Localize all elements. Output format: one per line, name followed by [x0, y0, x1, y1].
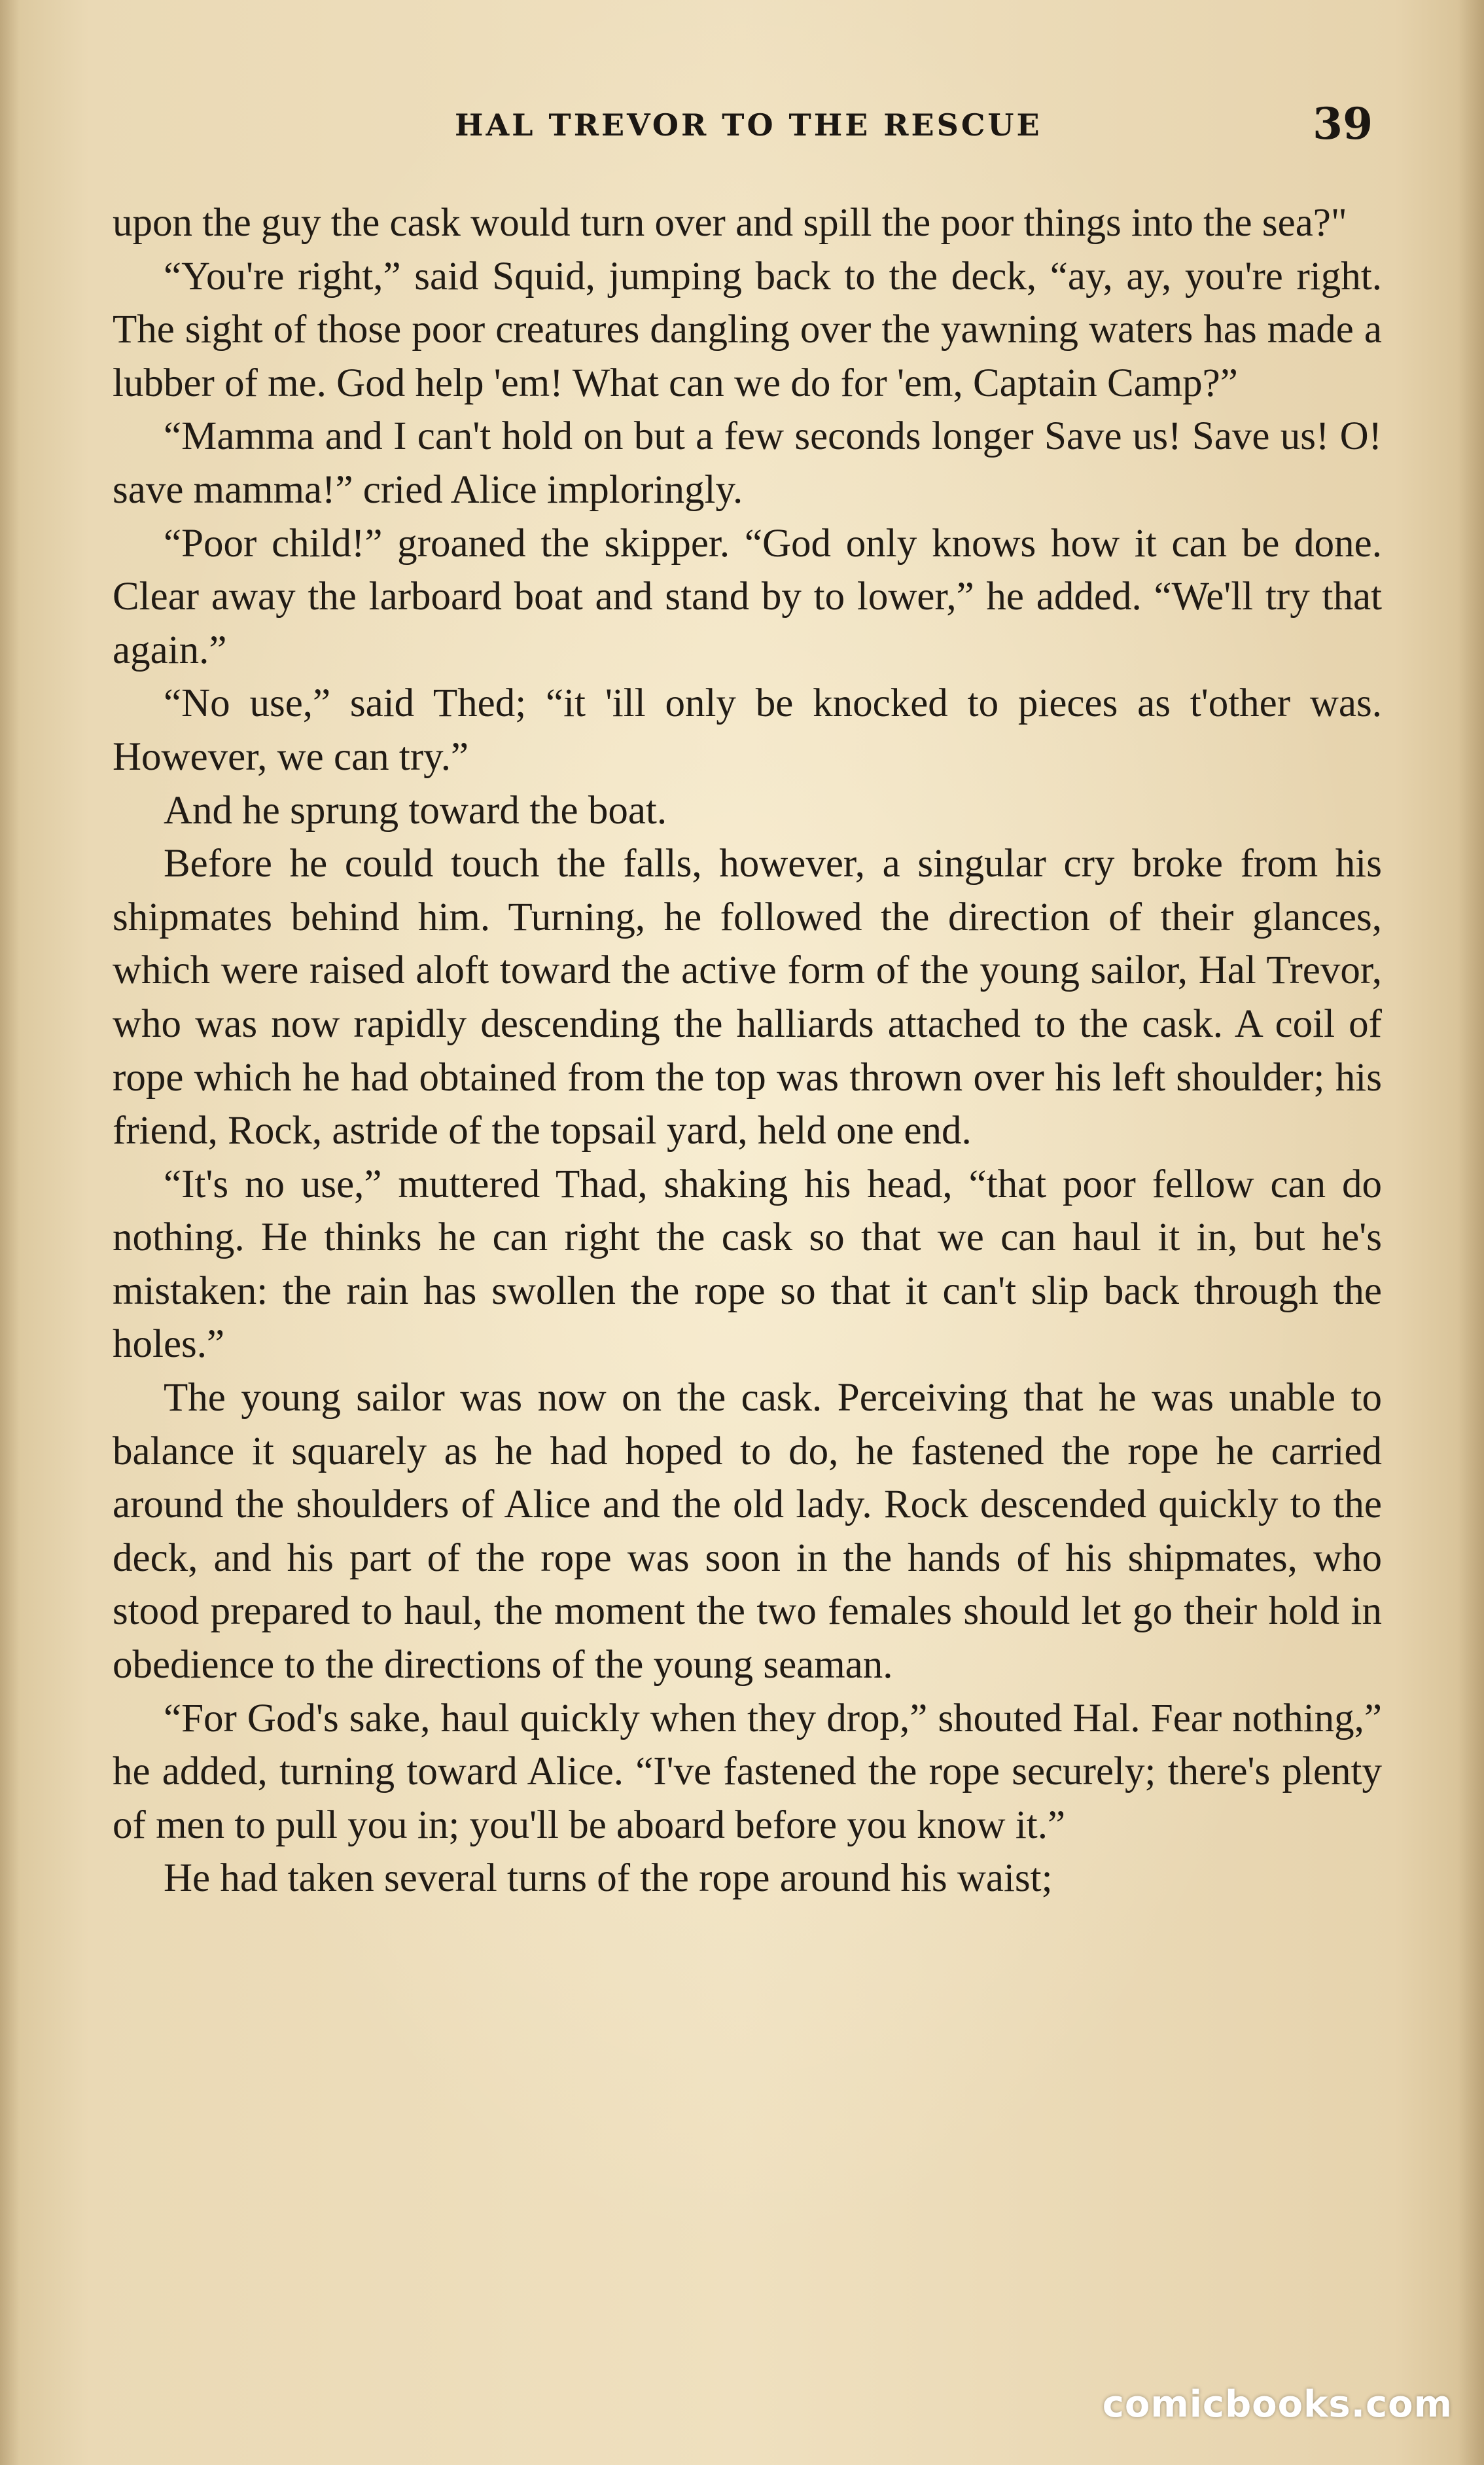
page-right-shadow — [1458, 0, 1484, 2465]
paragraph: “No use,” said Thed; “it 'ill only be knocked to pieces as t'other was. However, we can try.” — [113, 681, 1382, 779]
source-watermark: comicbooks.com — [1102, 2383, 1453, 2426]
paragraph: “It's no use,” muttered Thad, shaking his head, “that poor fellow can do nothing. He thinks he can right the cask so that we can haul it in, but he's mistaken: the rain has swollen the rope so that it can't slip back through the holes.” — [113, 1162, 1382, 1367]
paragraph: Before he could touch the falls, however, a singular cry broke from his shipmates behind him. Turning, he followed the direction of their glances, which were raised aloft toward the active form of the young sailor, Hal Trevor, who was now rapidly descending the halliards attached to the cask. A coil of rope which he had obtained from the top was thrown over his left shoulder; his friend, Rock, astride of the topsail yard, held one end. — [113, 842, 1382, 1153]
paragraph: “Mamma and I can't hold on but a few seconds longer Save us! Save us! O! save mamma!” cried Alice imploringly. — [113, 414, 1382, 512]
page-number: 39 — [1313, 98, 1373, 149]
paragraph: “Poor child!” groaned the skipper. “God only knows how it can be done. Clear away the larboard boat and stand by to lower,” he added. “We'll try that again.” — [113, 521, 1382, 672]
paragraph: upon the guy the cask would turn over and spill the poor things into the sea?" — [113, 201, 1347, 245]
paragraph: He had taken several turns of the rope around his waist; — [164, 1856, 1053, 1901]
paragraph: The young sailor was now on the cask. Perceiving that he was unable to balance it squarely as he had hoped to do, he fastened the rope he carried around the shoulders of Alice and the old lady. Rock descended quickly to the deck, and his part of the rope was soon in the hands of his shipmates, who stood prepared to haul, the moment the two females should let go their hold in obedience to the directions of the young seaman. — [113, 1376, 1382, 1687]
paragraph: “You're right,” said Squid, jumping back to the deck, “ay, ay, you're right. The sight of those poor creatures dangling over the yawning waters has made a lubber of me. God help 'em! What can we do for 'em, Captain Camp?” — [113, 254, 1382, 405]
page-left-shadow — [0, 0, 20, 2465]
page-body — [113, 196, 1382, 1905]
running-head: HAL TREVOR TO THE RESCUE — [455, 107, 1042, 143]
paragraph: “For God's sake, haul quickly when they drop,” shouted Hal. Fear nothing,” he added, turning toward Alice. “I've fastened the rope securely; there's plenty of men to pull you in; you'll be aboard before you know it.” — [113, 1696, 1382, 1847]
page-header — [115, 98, 1386, 151]
paragraph: And he sprung toward the boat. — [164, 788, 667, 833]
